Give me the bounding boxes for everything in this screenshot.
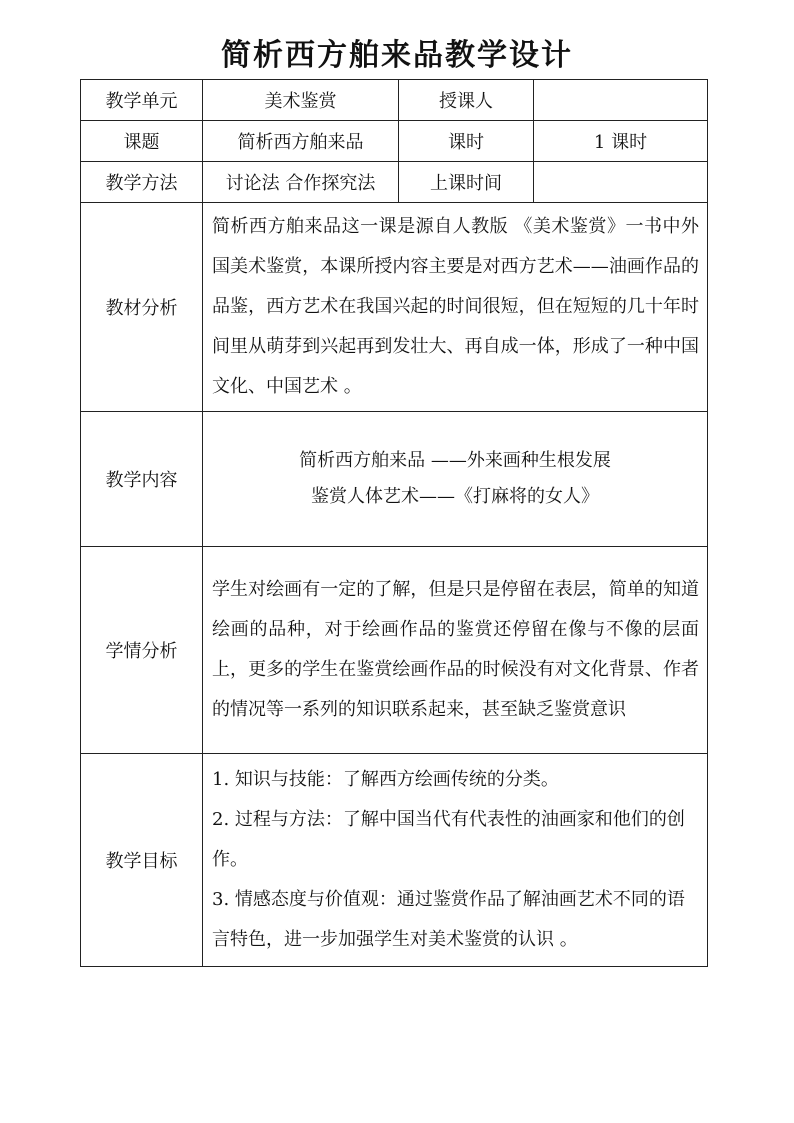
goal-item-1: 1. 知识与技能：了解西方绘画传统的分类。 (212, 769, 559, 790)
time-value (534, 162, 708, 203)
time-label: 上课时间 (399, 162, 534, 203)
lesson-plan-table (80, 79, 708, 967)
method-label: 教学方法 (81, 162, 203, 203)
content-cell (203, 412, 708, 547)
topic-label: 课题 (81, 121, 203, 162)
goals-cell (203, 754, 708, 967)
content-line-1: 简析西方舶来品 ——外来画种生根发展 (299, 450, 611, 471)
goals-label: 教学目标 (81, 754, 203, 967)
row-goals (81, 754, 708, 967)
topic-value: 简析西方舶来品 (203, 121, 399, 162)
document-title: 简析西方舶来品教学设计 (221, 38, 573, 73)
row-content (81, 412, 708, 547)
students-text: 学生对绘画有一定的了解，但是只是停留在表层，简单的知道绘画的品种，对于绘画作品的鉴赏还停留在像与不像的层面上，更多的学生在鉴赏绘画作品的时候没有对文化背景、作者的情况等一系列的知识联系起来，甚至缺乏鉴赏意识 (203, 547, 708, 754)
content-label: 教学内容 (81, 412, 203, 547)
goal-item-2: 2. 过程与方法：了解中国当代有代表性的油画家和他们的创作。 (212, 809, 685, 870)
material-label: 教材分析 (81, 203, 203, 412)
method-value: 讨论法 合作探究法 (203, 162, 399, 203)
hours-value: 1 课时 (534, 121, 708, 162)
unit-label: 教学单元 (81, 80, 203, 121)
hours-label: 课时 (399, 121, 534, 162)
row-students (81, 547, 708, 754)
row-topic (81, 121, 708, 162)
row-method (81, 162, 708, 203)
goal-item-3: 3. 情感态度与价值观：通过鉴赏作品了解油画艺术不同的语言特色，进一步加强学生对美术鉴赏的认识 。 (212, 889, 685, 950)
material-text: 简析西方舶来品这一课是源自人教版 《美术鉴赏》一书中外国美术鉴赏，本课所授内容主要是对西方艺术——油画作品的品鉴，西方艺术在我国兴起的时间很短，但在短短的几十年时间里从萌芽到兴起再到发壮大、再自成一体，形成了一种中国文化、中国艺术 。 (203, 203, 708, 412)
unit-value: 美术鉴赏 (203, 80, 399, 121)
row-unit (81, 80, 708, 121)
students-label: 学情分析 (81, 547, 203, 754)
teacher-value (534, 80, 708, 121)
teacher-label: 授课人 (399, 80, 534, 121)
content-line-2: 鉴赏人体艺术——《打麻将的女人》 (311, 486, 599, 507)
row-material (81, 203, 708, 412)
